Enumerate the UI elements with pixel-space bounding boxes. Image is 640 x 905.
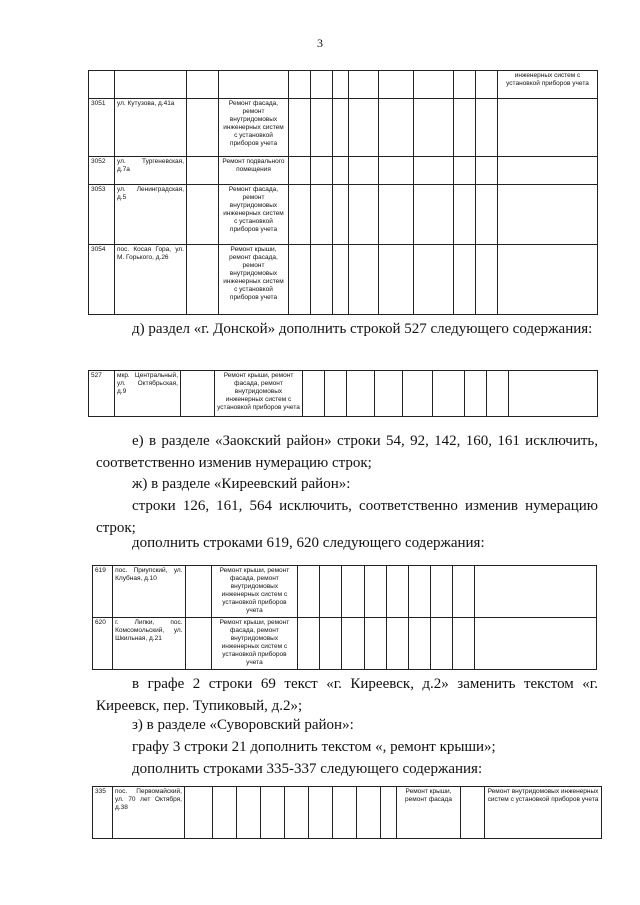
address-cell: пос. Приупский, ул. Клубная, д.10 bbox=[113, 566, 185, 618]
paragraph-zh: ж) в разделе «Киреевский район»: bbox=[132, 476, 351, 492]
page-number: 3 bbox=[317, 36, 323, 50]
address-cell: г. Липки, пос. Комсомольский, ул. Шкильная, д.21 bbox=[113, 618, 185, 670]
paragraph-rows-exclude: строки 126, 161, 564 исключить, соответственно изменив нумерацию строк; bbox=[96, 498, 598, 536]
paragraph-graf3: графу 3 строки 21 дополнить текстом «, ремонт крыши»; bbox=[132, 739, 496, 755]
address-cell: мкр. Центральный, ул. Октябрьская, д.9 bbox=[115, 371, 181, 417]
table-line-527 bbox=[88, 370, 598, 417]
table-row bbox=[89, 371, 598, 417]
row-number: 3054 bbox=[89, 245, 115, 315]
address-cell: пос. Первомайский, ул. 70 лет Октября, д.38 bbox=[113, 787, 185, 839]
works-cell: Ремонт внутридомовых инженерных систем с установкой приборов учета bbox=[485, 787, 602, 839]
address-cell: ул. Ленинградская, д.5 bbox=[115, 185, 187, 245]
table-row bbox=[93, 566, 597, 618]
row-number: 619 bbox=[93, 566, 113, 618]
works-cell: Ремонт фасада, ремонт внутридомовых инженерных систем с установкой приборов учета bbox=[219, 185, 289, 245]
works-cell: Ремонт подвального помещения bbox=[219, 157, 289, 185]
row-number: 3051 bbox=[89, 99, 115, 157]
table-lines-3051-3054 bbox=[88, 70, 598, 315]
table-row bbox=[89, 71, 598, 99]
works-cell: Ремонт крыши, ремонт фасада, ремонт внутридомовых инженерных систем с установкой приборов учета bbox=[219, 245, 289, 315]
row-number: 335 bbox=[93, 787, 113, 839]
paragraph-add-619-620: дополнить строками 619, 620 следующего содержания: bbox=[132, 535, 485, 551]
paragraph-graf2: в графе 2 строки 69 текст «г. Киреевск, д.2» заменить текстом «г. Киреевск, пер. Тупиковый, д.2»; bbox=[96, 676, 598, 714]
table-cell: инженерных систем с установкой приборов учета bbox=[498, 71, 598, 99]
paragraph-add-335-337: дополнить строками 335-337 следующего содержания: bbox=[132, 761, 483, 777]
address-cell: ул. Кутузова, д.41а bbox=[115, 99, 187, 157]
works-cell: Ремонт крыши, ремонт фасада, ремонт внутридомовых инженерных систем с установкой приборов учета bbox=[211, 566, 298, 618]
paragraph-d: д) раздел «г. Донской» дополнить строкой 527 следующего содержания: bbox=[132, 321, 593, 337]
row-number: 3053 bbox=[89, 185, 115, 245]
address-cell: пос. Косая Гора, ул. М. Горького, д.26 bbox=[115, 245, 187, 315]
table-row bbox=[89, 157, 598, 185]
table-line-335 bbox=[92, 786, 602, 839]
paragraph-e: е) в разделе «Заокский район» строки 54, 92, 142, 160, 161 исключить, соответственно изменив нумерацию строк; bbox=[96, 433, 598, 471]
address-cell: ул. Тургеневская, д.7а bbox=[115, 157, 187, 185]
table-row bbox=[89, 99, 598, 157]
paragraph-z: з) в разделе «Суворовский район»: bbox=[132, 717, 354, 733]
table-row bbox=[89, 185, 598, 245]
row-number: 527 bbox=[89, 371, 115, 417]
row-number: 3052 bbox=[89, 157, 115, 185]
table-row bbox=[89, 245, 598, 315]
table-row bbox=[93, 618, 597, 670]
works-cell: Ремонт крыши, ремонт фасада, ремонт внутридомовых инженерных систем с установкой приборов учета bbox=[211, 618, 298, 670]
table-lines-619-620 bbox=[92, 565, 597, 670]
table-row bbox=[93, 787, 602, 839]
works-cell: Ремонт крыши, ремонт фасада bbox=[397, 787, 461, 839]
works-cell: Ремонт фасада, ремонт внутридомовых инженерных систем с установкой приборов учета bbox=[219, 99, 289, 157]
row-number: 620 bbox=[93, 618, 113, 670]
works-cell: Ремонт крыши, ремонт фасада, ремонт внутридомовых инженерных систем с установкой приборов учета bbox=[215, 371, 303, 417]
